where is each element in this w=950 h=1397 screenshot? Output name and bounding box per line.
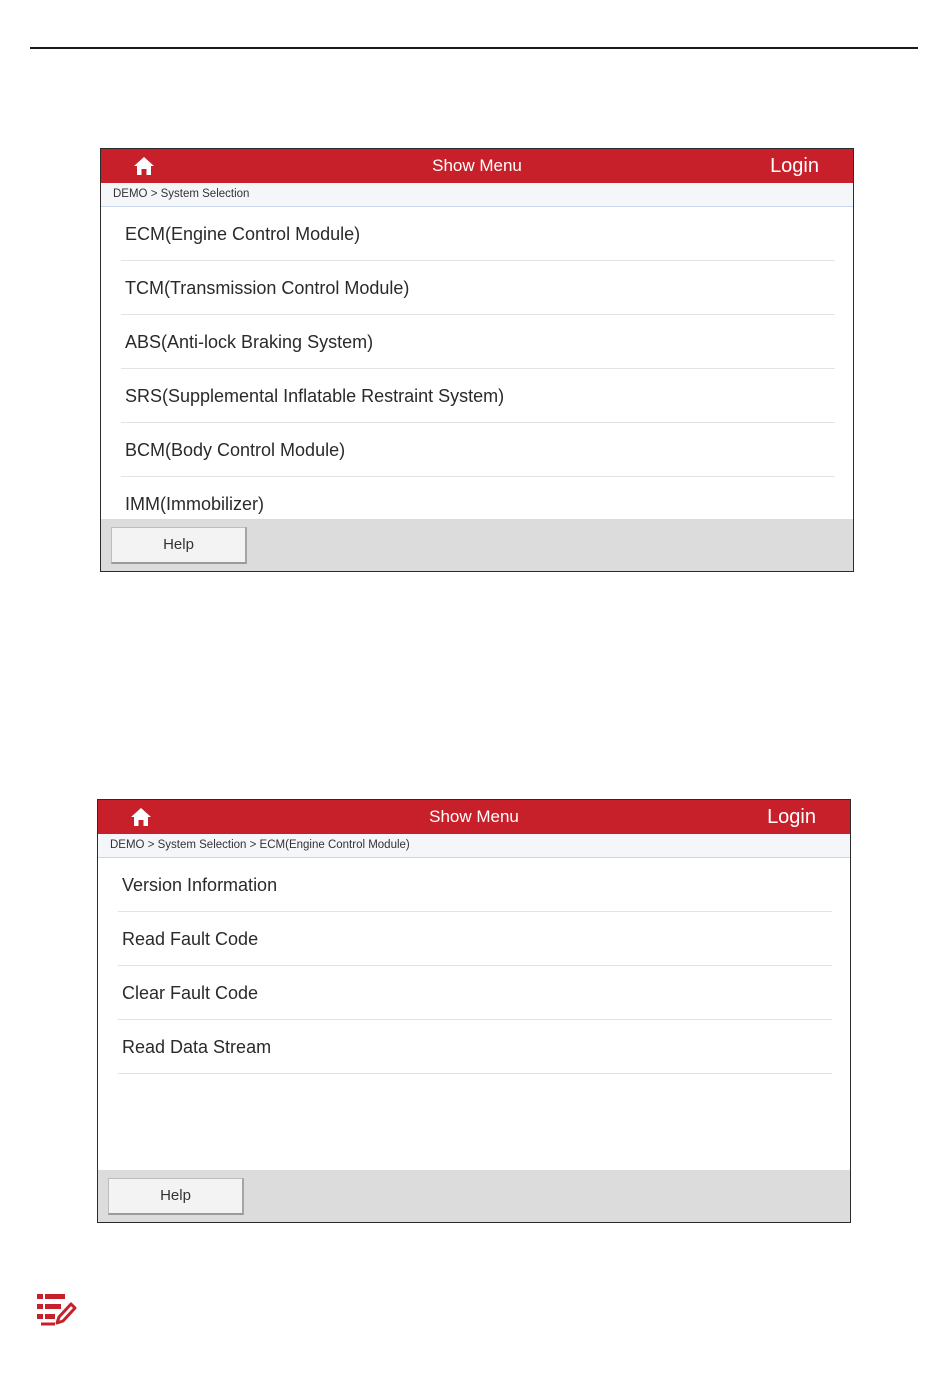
footer-bar — [98, 1170, 850, 1222]
function-list — [98, 858, 850, 1172]
footer-bar — [101, 519, 853, 571]
system-item-srs[interactable]: SRS(Supplemental Inflatable Restraint System) — [121, 369, 835, 423]
title-bar — [101, 149, 853, 183]
title-bar — [98, 800, 850, 834]
login-button[interactable]: Login — [770, 155, 819, 177]
screenshot-ecm-functions — [97, 799, 851, 1223]
system-item-abs[interactable]: ABS(Anti-lock Braking System) — [121, 315, 835, 369]
window-title: Show Menu — [429, 807, 519, 826]
function-item-read-data-stream[interactable]: Read Data Stream — [118, 1020, 832, 1074]
note-edit-icon — [35, 1290, 77, 1328]
function-item-version-information[interactable]: Version Information — [118, 858, 832, 912]
window-title: Show Menu — [432, 156, 522, 175]
help-button[interactable]: Help — [108, 1178, 244, 1215]
breadcrumb: DEMO > System Selection — [101, 183, 853, 207]
help-button[interactable]: Help — [111, 527, 247, 564]
screenshot-system-selection — [100, 148, 854, 572]
system-list — [101, 207, 853, 521]
login-button[interactable]: Login — [767, 806, 816, 828]
system-item-ecm[interactable]: ECM(Engine Control Module) — [121, 207, 835, 261]
system-item-imm[interactable]: IMM(Immobilizer) — [121, 477, 835, 521]
page-top-rule — [30, 47, 918, 49]
function-item-clear-fault-code[interactable]: Clear Fault Code — [118, 966, 832, 1020]
function-item-read-fault-code[interactable]: Read Fault Code — [118, 912, 832, 966]
system-item-bcm[interactable]: BCM(Body Control Module) — [121, 423, 835, 477]
breadcrumb: DEMO > System Selection > ECM(Engine Control Module) — [98, 834, 850, 858]
system-item-tcm[interactable]: TCM(Transmission Control Module) — [121, 261, 835, 315]
